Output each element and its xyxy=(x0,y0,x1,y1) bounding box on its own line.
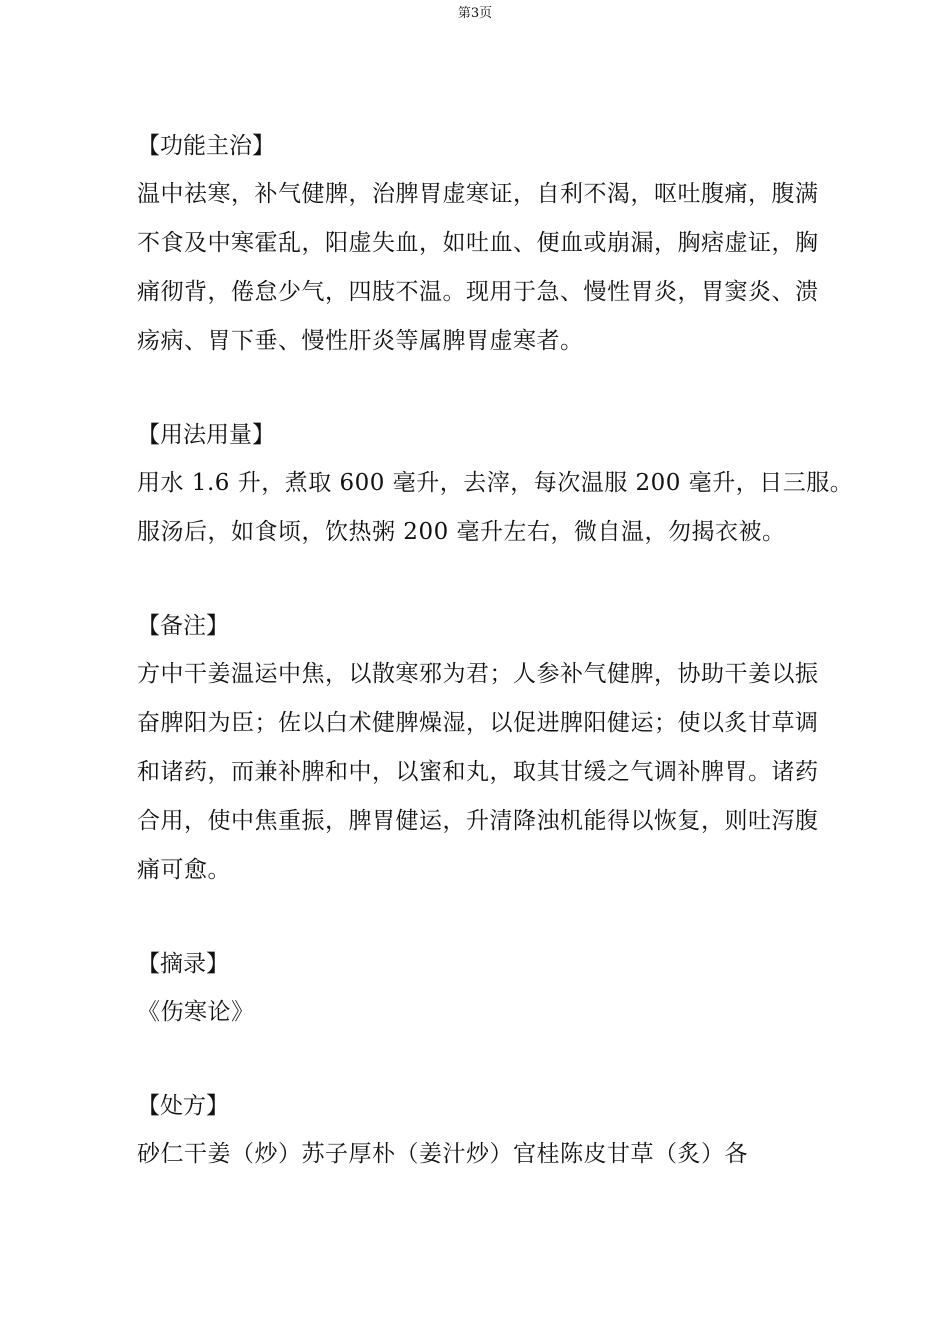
section-indications xyxy=(137,128,827,359)
section-notes xyxy=(137,608,827,888)
section-prescription xyxy=(137,1088,827,1172)
section-dosage xyxy=(137,417,854,550)
section-heading: 【功能主治】 xyxy=(137,133,275,159)
paragraph-line: 不食及中寒霍乱，阳虚失血，如吐血、便血或崩漏，胸痞虚证，胸 xyxy=(137,230,819,256)
document-body xyxy=(137,128,854,1230)
paragraph-line: 合用，使中焦重振，脾胃健运，升清降浊机能得以恢复，则吐泻腹 xyxy=(137,808,819,834)
paragraph-line: 疡病、胃下垂、慢性肝炎等属脾胃虚寒者。 xyxy=(137,328,584,354)
paragraph-line: 奋脾阳为臣；佐以白术健脾燥湿，以促进脾阳健运；使以炙甘草调 xyxy=(137,710,819,736)
paragraph-line: 痛可愈。 xyxy=(137,857,231,883)
paragraph-line: 用水 1.6 升，煮取 600 毫升，去滓，每次温服 200 毫升，日三服。 xyxy=(137,470,854,496)
section-heading: 【用法用量】 xyxy=(137,422,275,448)
paragraph-line: 痛彻背，倦怠少气，四肢不温。现用于急、慢性胃炎，胃窦炎、溃 xyxy=(137,279,819,305)
section-heading: 【摘录】 xyxy=(137,951,229,977)
paragraph-line: 温中祛寒，补气健脾，治脾胃虚寒证，自利不渴，呕吐腹痛，腹满 xyxy=(137,181,819,207)
page-number: 第3页 xyxy=(457,6,493,21)
paragraph-line: 服汤后，如食顷，饮热粥 200 毫升左右，微自温，勿揭衣被。 xyxy=(137,519,786,545)
section-heading: 【处方】 xyxy=(137,1093,229,1119)
paragraph-line: 《伤寒论》 xyxy=(137,999,255,1025)
paragraph-line: 和诸药，而兼补脾和中，以蜜和丸，取其甘缓之气调补脾胃。诸药 xyxy=(137,759,819,785)
section-heading: 【备注】 xyxy=(137,613,229,639)
paragraph-line: 砂仁干姜（炒）苏子厚朴（姜汁炒）官桂陈皮甘草（炙）各 xyxy=(137,1141,748,1167)
section-source xyxy=(137,946,827,1030)
paragraph-line: 方中干姜温运中焦，以散寒邪为君；人参补气健脾，协助干姜以振 xyxy=(137,661,819,687)
